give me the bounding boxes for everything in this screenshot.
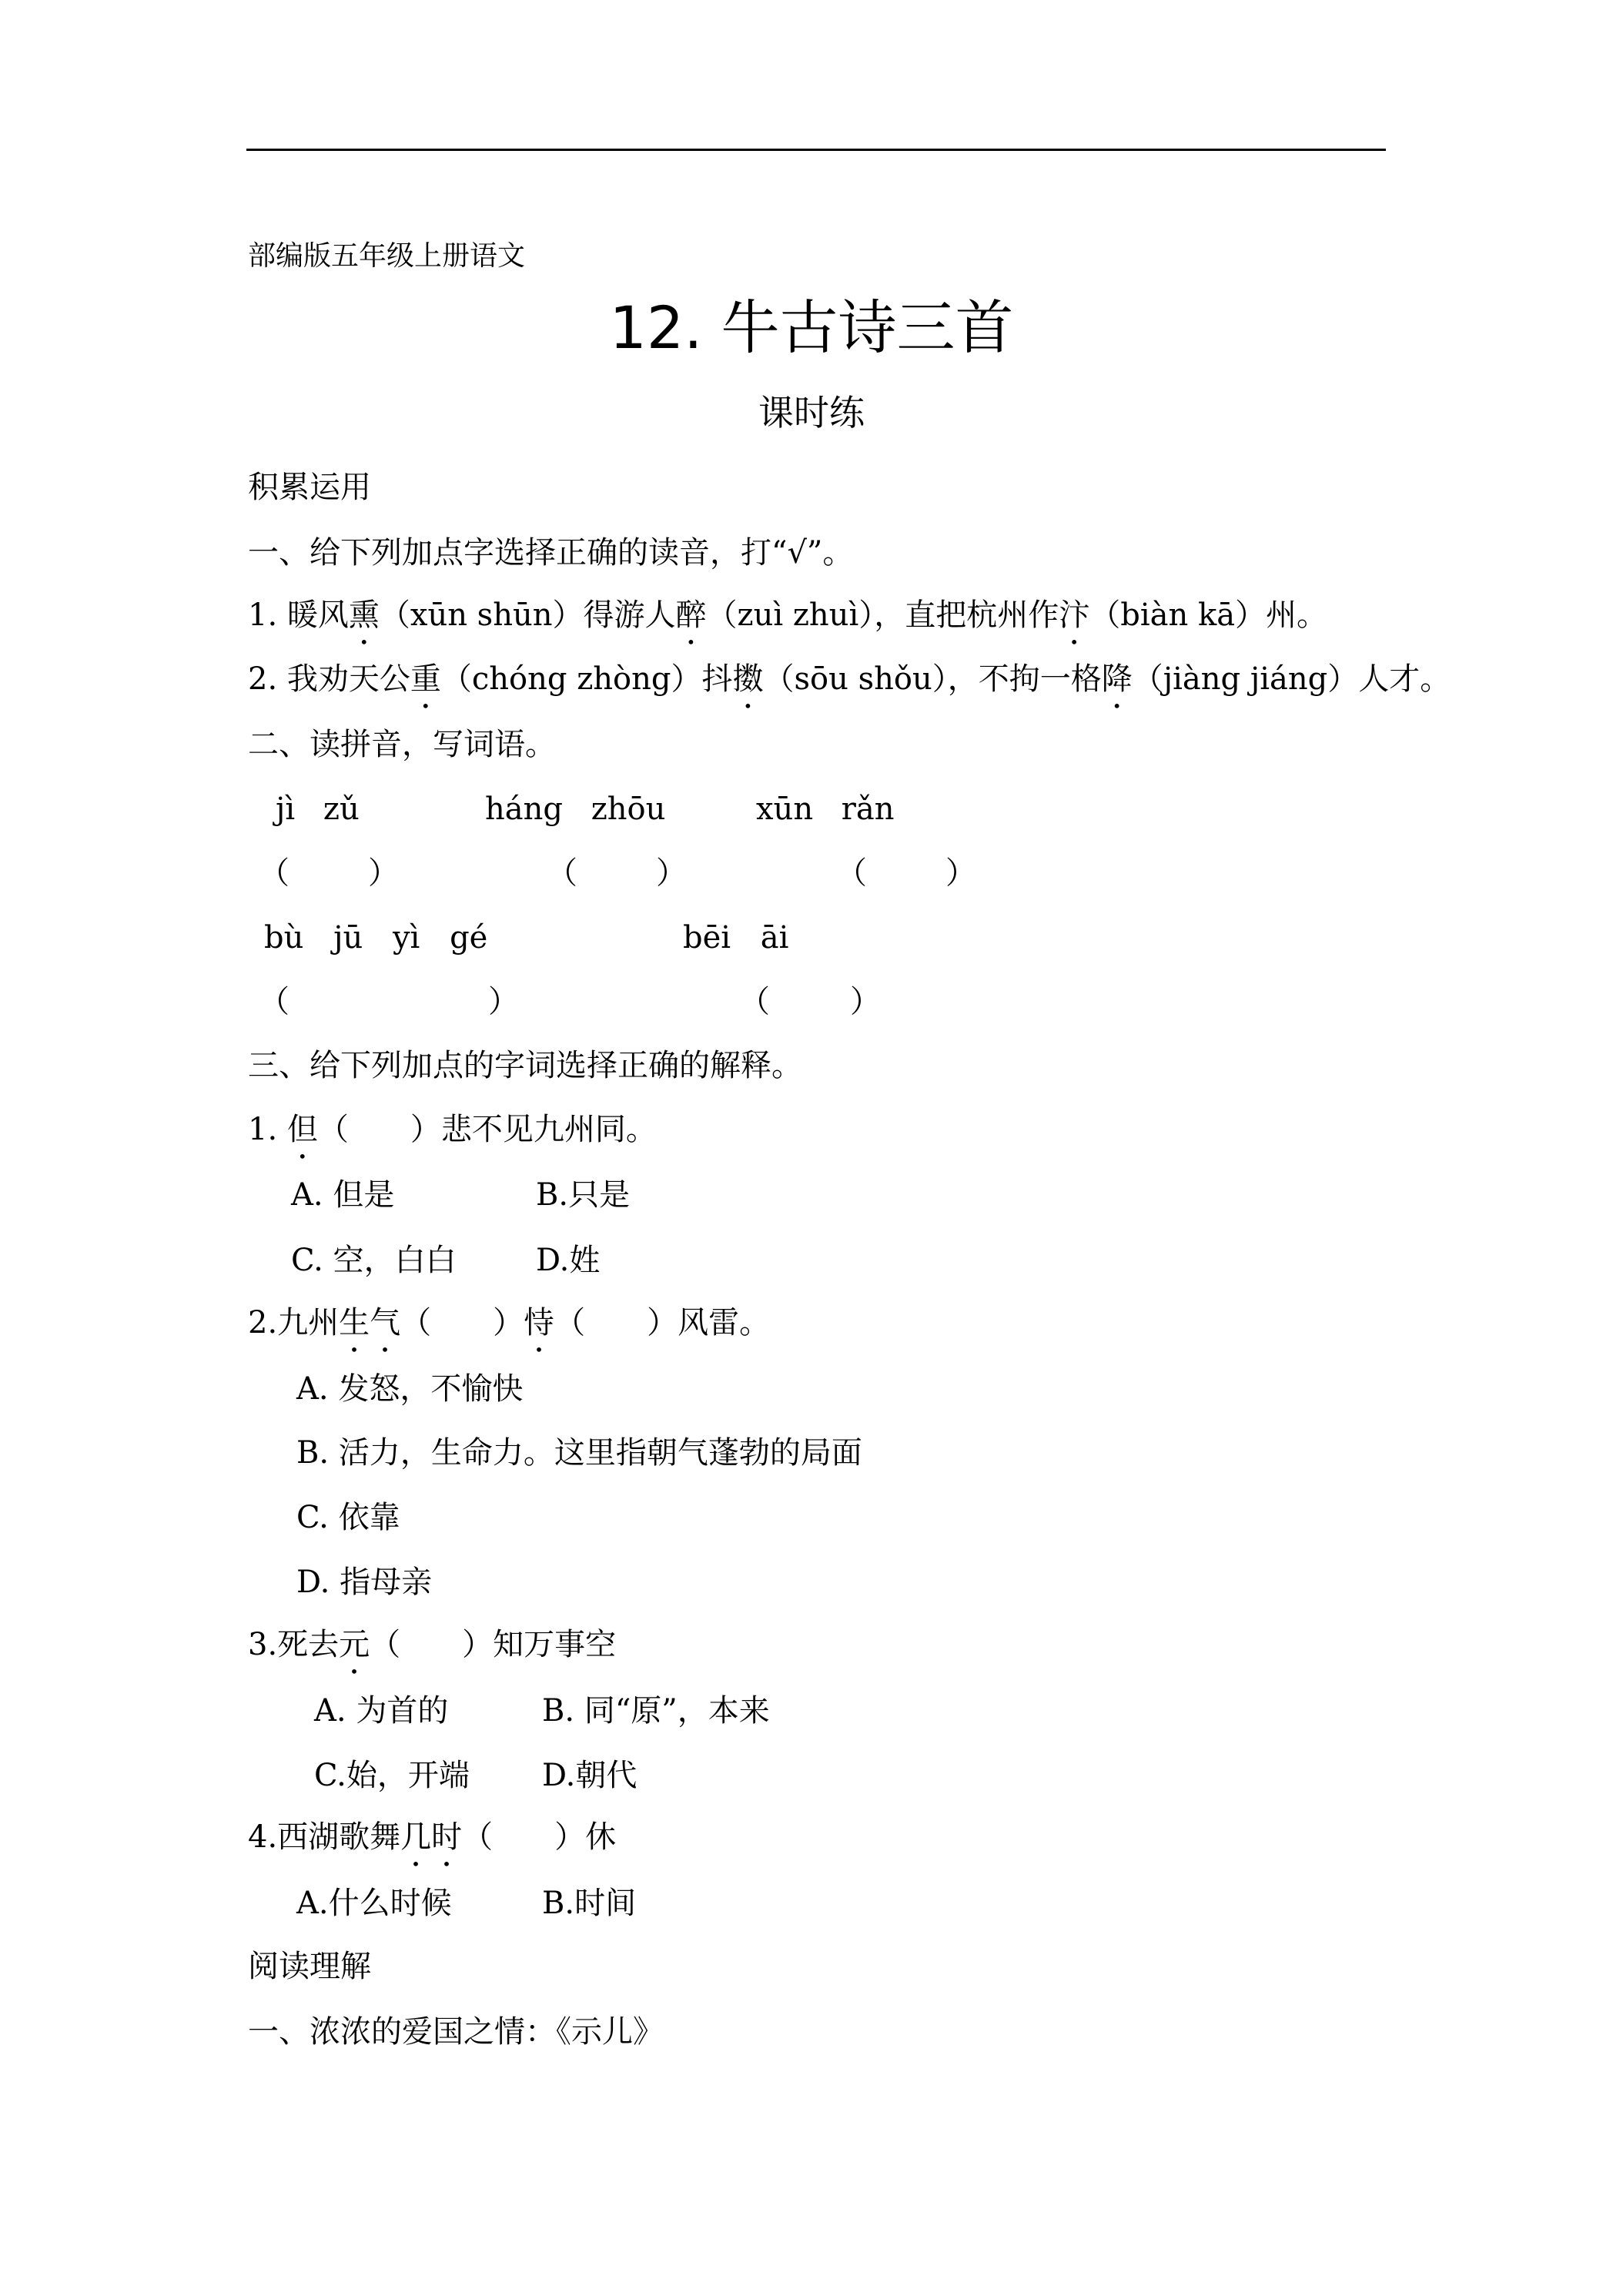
section-heading-accumulate: 积累运用	[248, 470, 371, 505]
option: B. 同“原”，本来	[542, 1693, 770, 1729]
dotted-char: 醉	[675, 597, 707, 633]
answer-paren-close: ）	[488, 984, 519, 1019]
book-label: 部编版五年级上册语文	[248, 240, 526, 272]
answer-paren-close: ）	[368, 855, 399, 891]
option: D. 指母亲	[296, 1565, 433, 1600]
answer-paren-close: ）	[945, 855, 976, 891]
page-title: 12. 牛古诗三首	[609, 293, 1014, 362]
option: D.朝代	[542, 1758, 637, 1793]
option: A. 为首的	[314, 1693, 449, 1729]
answer-paren-open: （	[836, 855, 867, 891]
option: A. 发怒，不愉快	[296, 1371, 524, 1407]
dotted-char: 恃	[524, 1305, 555, 1340]
header-rule	[246, 149, 1386, 151]
q3-item-3: 3.死去元（ ）知万事空	[248, 1627, 617, 1662]
answer-paren-close: ）	[656, 855, 687, 891]
q3-heading: 三、给下列加点的字词选择正确的解释。	[248, 1048, 802, 1083]
dotted-char: 几时	[400, 1819, 463, 1855]
q1-line-1: 1. 暖风熏（xūn shūn）得游人醉（zuì zhuì），直把杭州作汴（biàn kā）州。	[248, 597, 1328, 633]
q3-item-2: 2.九州生气（ ）恃（ ）风雷。	[248, 1305, 771, 1340]
q3-item-4: 4.西湖歌舞几时（ ）休	[248, 1819, 617, 1855]
answer-paren-open: （	[547, 855, 577, 891]
dotted-char: 重	[410, 661, 441, 697]
option: A. 但是	[291, 1177, 395, 1213]
option: A.什么时候	[296, 1886, 452, 1921]
option: B.时间	[542, 1886, 637, 1921]
option: C.始，开端	[314, 1758, 470, 1793]
answer-paren-open: （	[259, 855, 289, 891]
dotted-char: 擞	[732, 661, 764, 697]
dotted-char: 生气	[339, 1305, 401, 1340]
answer-paren-open: （	[739, 984, 770, 1019]
option: C. 依靠	[296, 1500, 400, 1535]
option: B.只是	[536, 1177, 631, 1213]
dotted-char: 但	[286, 1112, 318, 1147]
q1-line-2: 2. 我劝天公重（chóng zhòng）抖擞（sōu shǒu），不拘一格降（jiàng jiáng）人才。	[248, 661, 1451, 697]
q3-item-1: 1. 但（ ）悲不见九州同。	[248, 1112, 657, 1147]
reading-1-heading: 一、浓浓的爱国之情：《示儿》	[248, 2014, 664, 2050]
dotted-char: 元	[339, 1627, 370, 1662]
section-heading-reading: 阅读理解	[248, 1949, 371, 1984]
answer-paren-close: ）	[850, 984, 881, 1019]
q1-heading: 一、给下列加点字选择正确的读音，打“√”。	[248, 535, 854, 571]
page-subtitle: 课时练	[758, 392, 865, 433]
dotted-char: 汴	[1059, 597, 1090, 633]
pinyin-1: jì zǔ	[276, 792, 360, 827]
option: B. 活力，生命力。这里指朝气蓬勃的局面	[296, 1435, 862, 1471]
option: C. 空，白白	[291, 1243, 457, 1278]
pinyin-3: xūn rǎn	[756, 792, 895, 827]
q2-heading: 二、读拼音，写词语。	[248, 727, 556, 762]
pinyin-5: bēi āi	[683, 920, 789, 956]
option: D.姓	[536, 1243, 601, 1278]
pinyin-2: háng zhōu	[485, 792, 666, 827]
dotted-char: 熏	[348, 597, 380, 633]
answer-paren-open: （	[259, 984, 289, 1019]
pinyin-4: bù jū yì gé	[264, 920, 488, 956]
dotted-char: 降	[1101, 661, 1133, 697]
